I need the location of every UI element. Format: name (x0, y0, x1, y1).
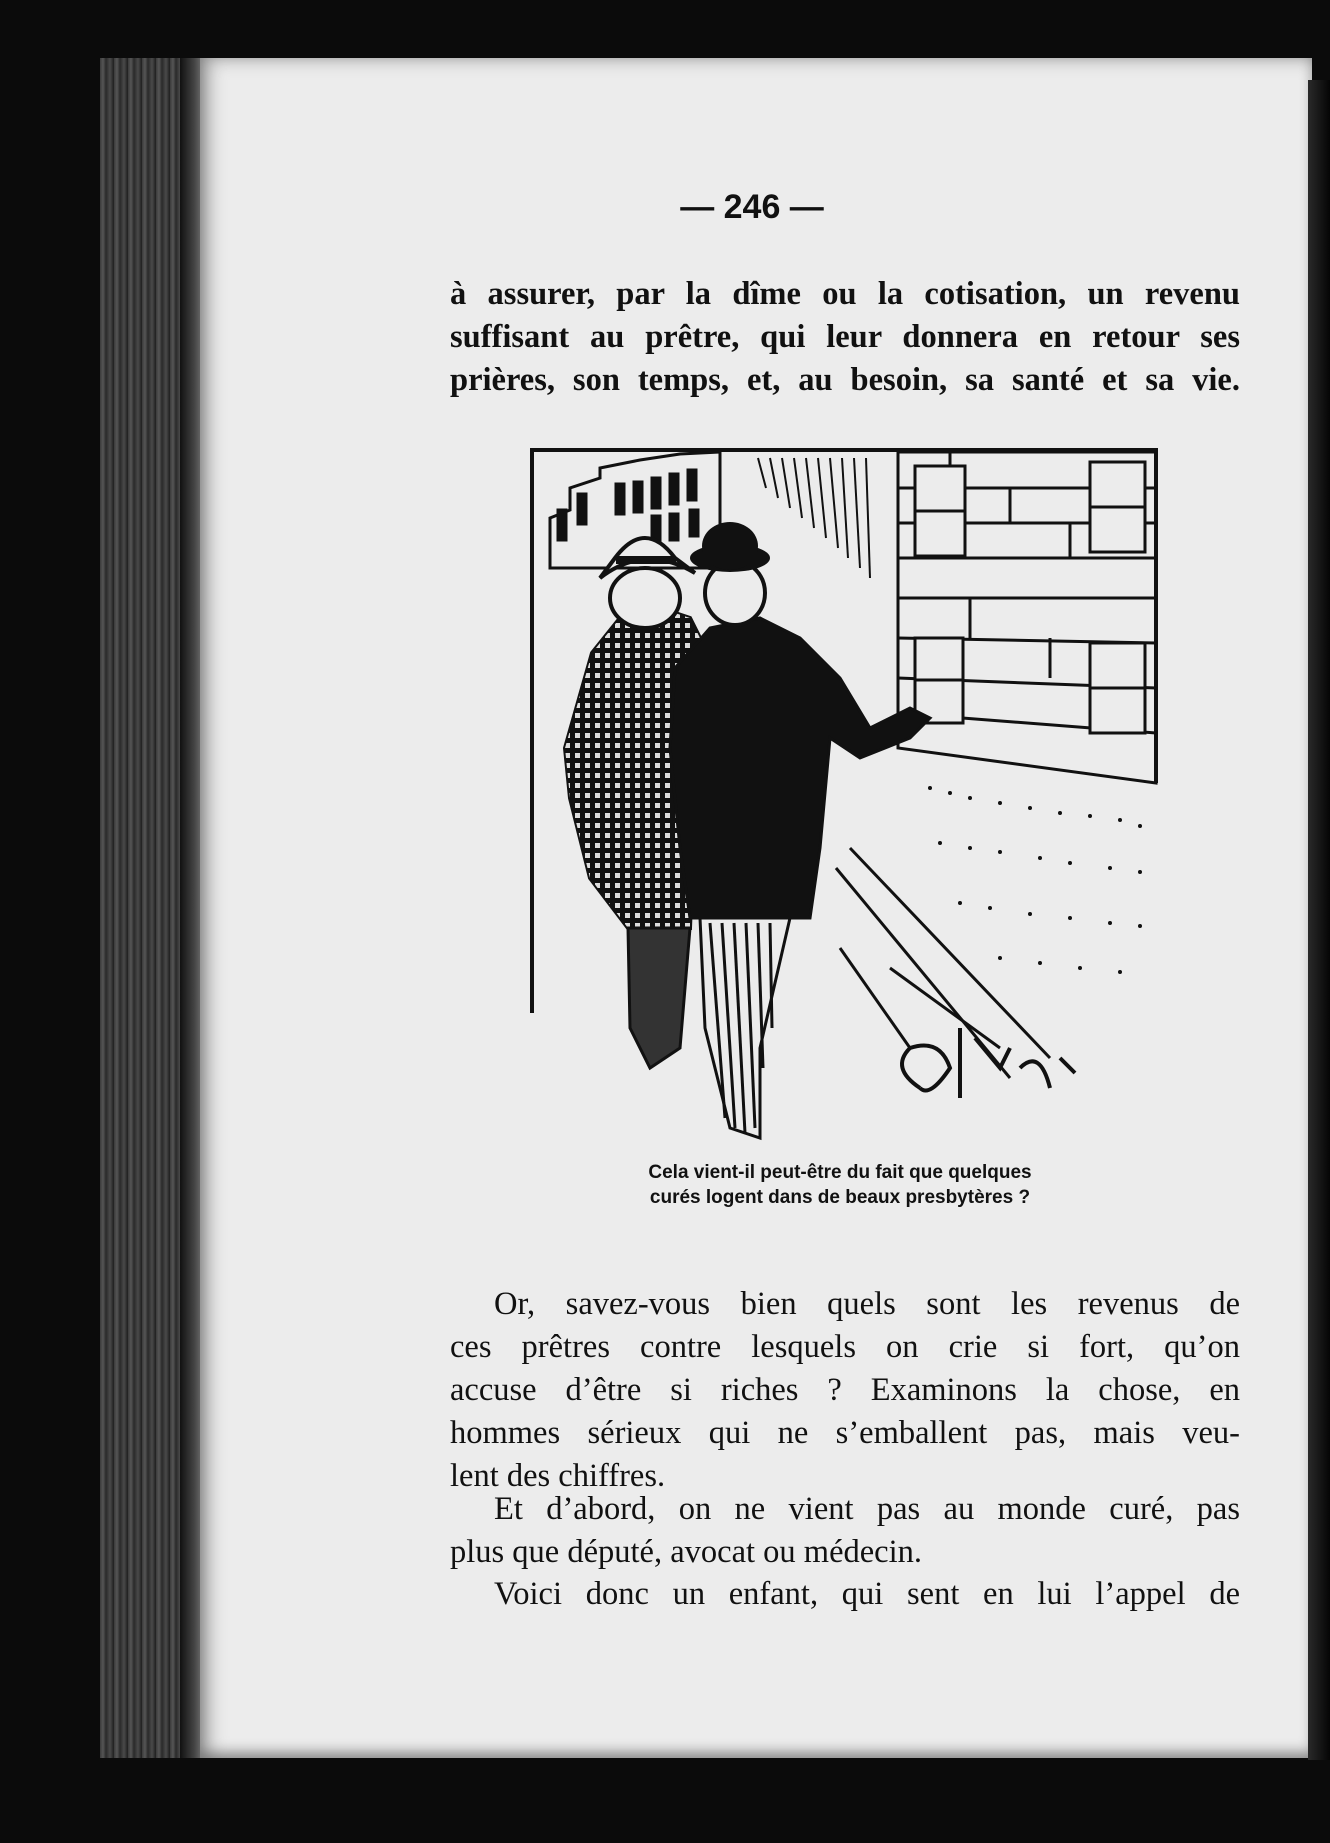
caption-line: curés logent dans de beaux presbytères ? (649, 1187, 1031, 1208)
text-line: plus que député, avocat ou médecin. (450, 1534, 922, 1570)
paragraph (450, 1573, 1240, 1616)
cobblestones (928, 786, 1142, 974)
text-line: hommes sérieux qui ne s’emballent pas, mais veu- (450, 1415, 1240, 1451)
paragraph (450, 1488, 1240, 1574)
man-dark-coat (670, 522, 930, 1138)
text-line: Et d’abord, on ne vient pas au monde curé, pas (494, 1491, 1240, 1527)
building-shading (758, 458, 870, 578)
page-number: — 246 — (680, 188, 824, 226)
text-line: accuse d’être si riches ? Examinons la chose, en (450, 1372, 1240, 1408)
text-line: à assurer, par la dîme ou la cotisation, un revenu (450, 276, 1240, 312)
text-line: prières, son temps, et, au besoin, sa santé et sa vie. (450, 362, 1240, 398)
text-line: ces prêtres contre lesquels on crie si fort, qu’on (450, 1329, 1240, 1365)
page-edge (1308, 80, 1330, 1760)
paragraph (450, 1283, 1240, 1498)
caption-line: Cela vient-il peut-être du fait que quelques (648, 1162, 1032, 1183)
cartoon-illustration (530, 448, 1160, 1148)
paragraph-continuation (450, 273, 1240, 402)
text-line: lent des chiffres. (450, 1458, 666, 1494)
text-line: Or, savez-vous bien quels sont les revenus de (494, 1286, 1240, 1322)
text-line: Voici donc un enfant, qui sent en lui l’appel de (494, 1576, 1240, 1612)
sidewalk (836, 848, 1050, 1078)
text-line: suffisant au prêtre, qui leur donnera en retour ses (450, 319, 1240, 355)
figure-caption (560, 1160, 1120, 1210)
